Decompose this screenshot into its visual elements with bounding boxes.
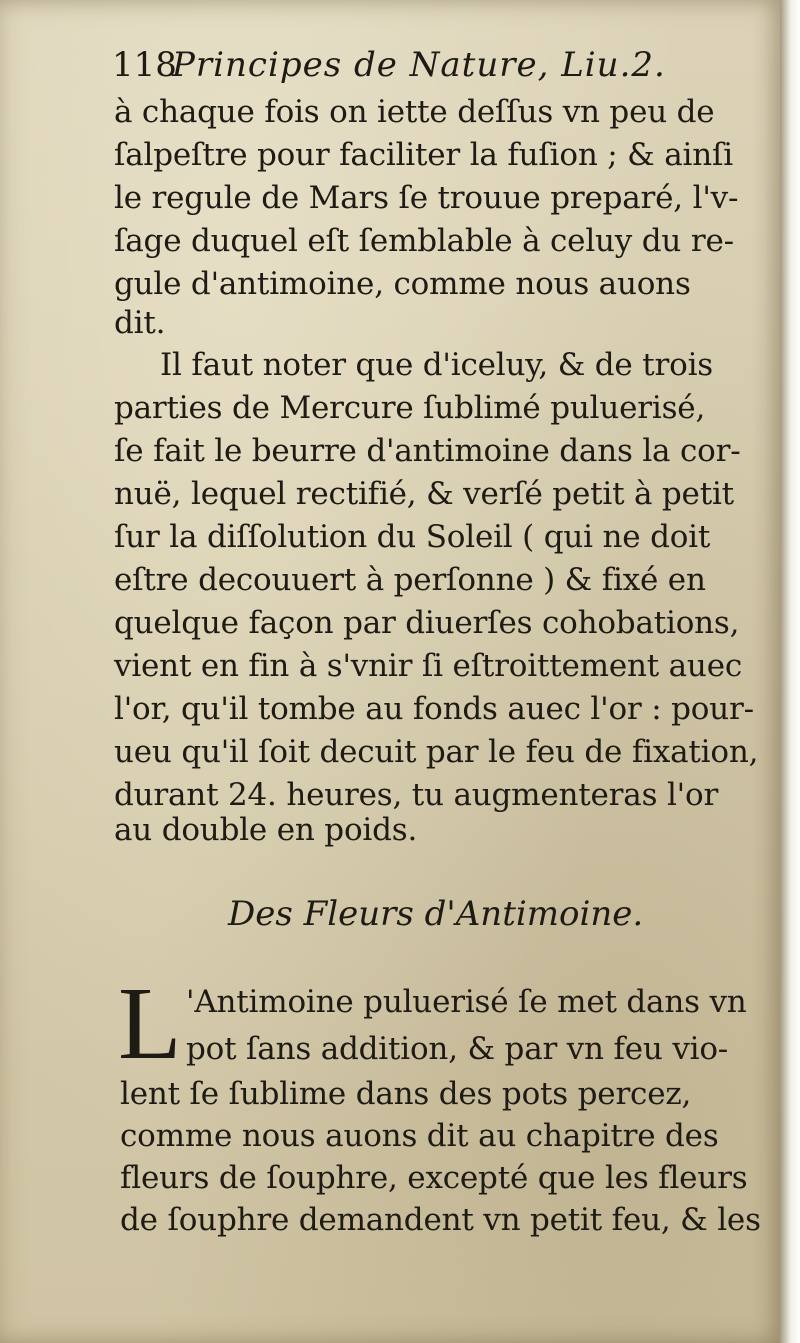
page-edge: [780, 0, 800, 1343]
text-line: quelque façon par diuerſes cohobations,: [114, 605, 740, 641]
text-line: dit.: [114, 305, 166, 341]
text-line: nuë, lequel rectifié, & verſé petit à petit: [114, 476, 734, 512]
text-line: à chaque fois on iette deſſus vn peu de: [114, 94, 715, 130]
text-line: durant 24. heures, tu augmenteras l'or: [114, 777, 719, 813]
drop-cap: L: [118, 966, 182, 1081]
section-heading: Des Fleurs d'Antimoine.: [228, 894, 644, 934]
text-line: comme nous auons dit au chapitre des: [120, 1118, 719, 1154]
text-line: fleurs de ſouphre, excepté que les fleurs: [120, 1160, 748, 1196]
text-line: le regule de Mars ſe trouue preparé, l'v-: [114, 180, 739, 216]
text-line: gule d'antimoine, comme nous auons: [114, 266, 691, 302]
text-line: ſage duquel eſt ſemblable à celuy du re-: [114, 223, 734, 259]
text-line: pot ſans addition, & par vn feu vio-: [186, 1031, 729, 1067]
text-line: l'or, qu'il tombe au fonds auec l'or : pour-: [114, 691, 754, 727]
text-line: ſalpeſtre pour faciliter la fuſion ; & ainſi: [114, 137, 733, 173]
text-line: eſtre decouuert à perſonne ) & fixé en: [114, 562, 706, 598]
text-line: au double en poids.: [114, 812, 418, 848]
text-line: Il faut noter que d'iceluy, & de trois: [160, 347, 713, 383]
text-line: de ſouphre demandent vn petit feu, & les: [120, 1202, 761, 1238]
text-line: ueu qu'il ſoit decuit par le feu de fixation,: [114, 734, 759, 770]
page-number: 118: [112, 45, 177, 85]
running-head: [112, 40, 692, 90]
text-line: 'Antimoine puluerisé ſe met dans vn: [186, 984, 747, 1020]
text-line: ſur la diſſolution du Soleil ( qui ne doit: [114, 519, 711, 555]
text-line: parties de Mercure ſublimé puluerisé,: [114, 390, 706, 426]
text-line: lent ſe ſublime dans des pots percez,: [120, 1076, 692, 1112]
running-title: Principes de Nature, Liu.2.: [172, 45, 666, 85]
text-line: ſe fait le beurre d'antimoine dans la cor-: [114, 433, 741, 469]
text-line: vient en fin à s'vnir ſi eſtroittement auec: [114, 648, 743, 684]
